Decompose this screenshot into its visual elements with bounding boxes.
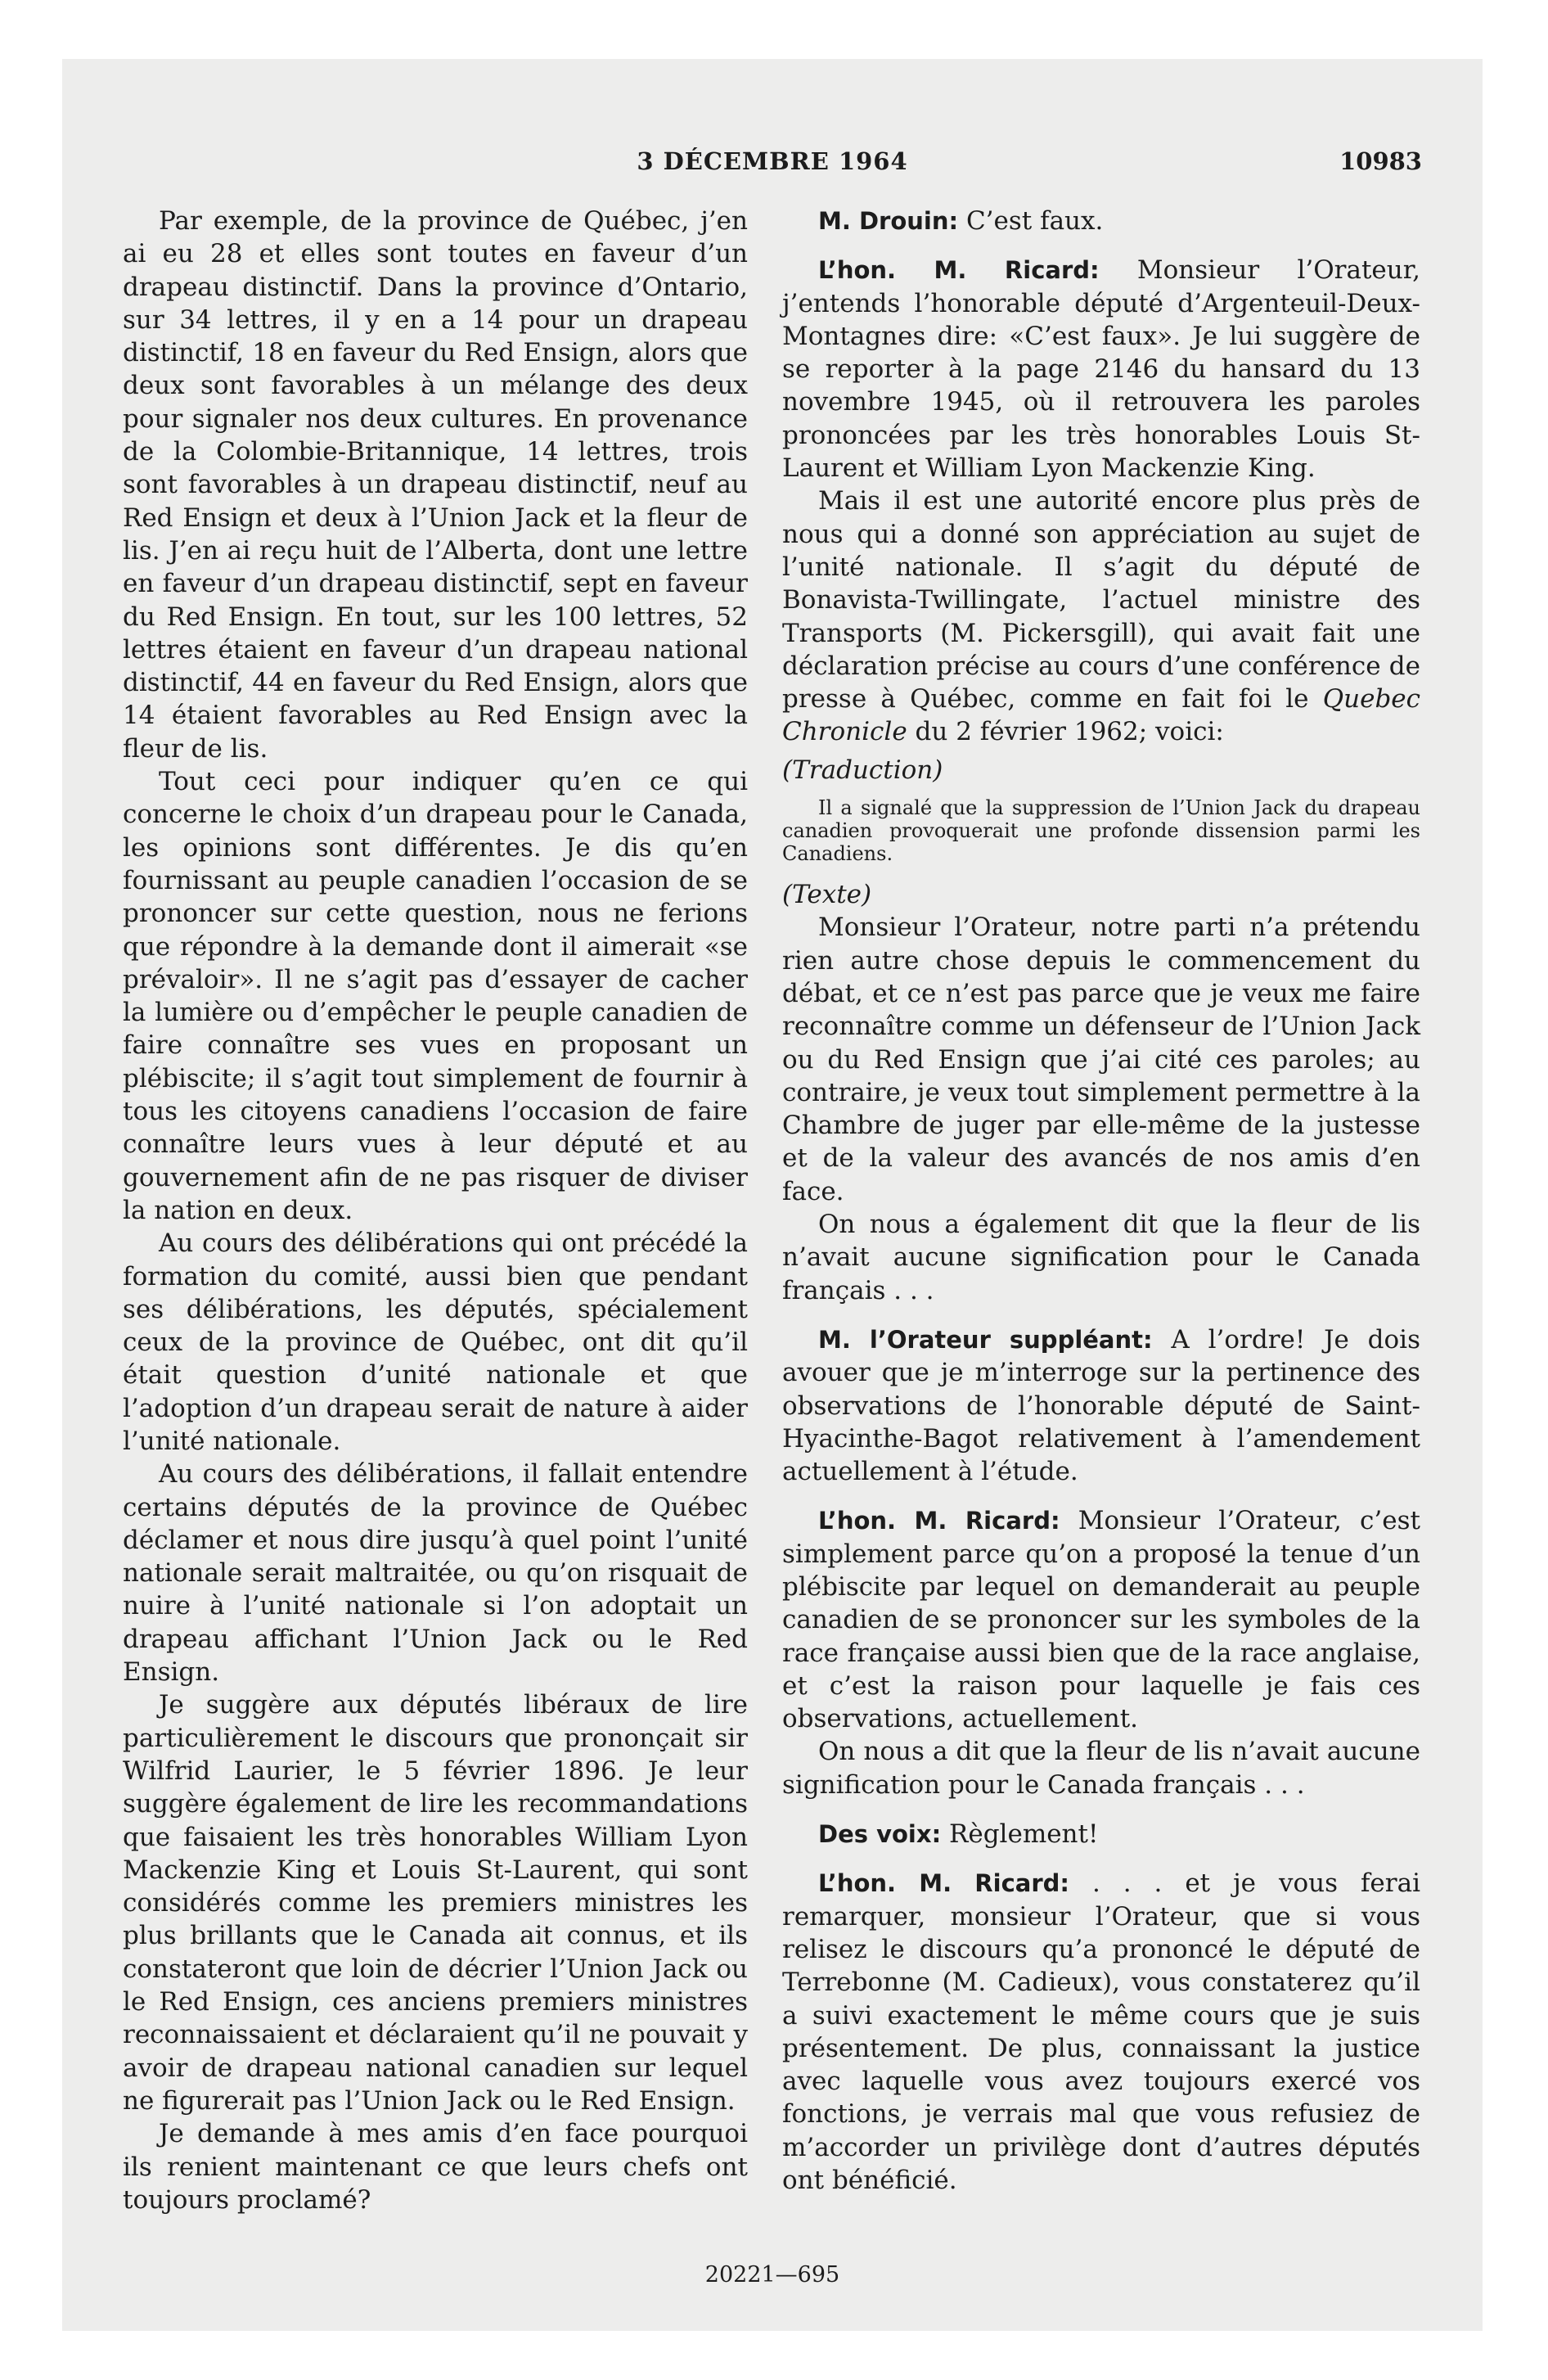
left-column	[123, 205, 748, 2216]
paragraph: Au cours des délibérations qui ont précédé la formation du comité, aussi bien que pendant ses délibérations, les députés, spécialement ceux de la province de Québec, ont dit qu’il était question d’unité nationale et que l’adoption d’un drapeau serait de nature à aider l’unité nationale.	[123, 1228, 748, 1456]
speaker-name: Des voix:	[818, 1820, 942, 1849]
speaker-name: L’hon. M. Ricard:	[818, 256, 1100, 285]
paragraph-text: Mais il est une autorité encore plus près de nous qui a donné son appréciation au sujet de l’unité nationale. Il s’agit du député de Bonavista-Twillingate, l’actuel ministre des Transports (M. Pickersgill), qui avait fait une déclaration précise au cours d’une conférence de presse à Québec, comme en fait foi le	[782, 486, 1420, 714]
speech-text: Monsieur l’Orateur, c’est simplement parce qu’on a proposé la tenue d’un plébiscite par lequel on demanderait au peuple canadien de se prononcer sur les symboles de la race française aussi bien que de la race anglaise, et c’est la raison pour laquelle je fais ces observations, actuellement.	[782, 1506, 1420, 1734]
page-header	[62, 147, 1483, 180]
paragraph: Par exemple, de la province de Québec, j’en ai eu 28 et elles sont toutes en faveur d’un drapeau distinctif. Dans la province d’Ontario, sur 34 lettres, il y en a 14 pour un drapeau distinctif, 18 en faveur du Red Ensign, alors que deux sont favorables à un mélange des deux pour signaler nos deux cultures. En provenance de la Colombie-Britannique, 14 lettres, trois sont favorables à un drapeau distinctif, neuf au Red Ensign et deux à l’Union Jack et la fleur de lis. J’en ai reçu huit de l’Alberta, dont une lettre en faveur d’un drapeau distinctif, sept en faveur du Red Ensign. En tout, sur les 100 lettres, 52 lettres étaient en faveur d’un drapeau national distinctif, 44 en faveur du Red Ensign, alors que 14 étaient favorables au Red Ensign avec la fleur de lis.	[123, 206, 748, 764]
speech	[782, 254, 1420, 485]
page-number: 10983	[1339, 147, 1422, 175]
speaker-name: M. Drouin:	[818, 207, 959, 235]
speech-text: Monsieur l’Orateur, j’entends l’honorable député d’Argenteuil-Deux-Montagnes dire: «C’est faux». Je lui suggère de se reporter à la page 2146 du hansard du 13 novembre 1945, où il retrouvera les paroles prononcées par les très honorables Louis St-Laurent et William Lyon Mackenzie King.	[782, 255, 1420, 484]
paragraph: Je suggère aux députés libéraux de lire particulièrement le discours que prononçait sir Wilfrid Laurier, le 5 février 1896. Je leur suggère également de lire les recommandations que faisaient les très honorables William Lyon Mackenzie King et Louis St-Laurent, qui sont considérés comme les premiers ministres les plus brillants que le Canada ait connus, et ils constateront que loin de décrier l’Union Jack ou le Red Ensign, ces anciens premiers ministres reconnaissaient et déclaraient qu’il ne pouvait y avoir de drapeau national canadien sur lequel ne figurerait pas l’Union Jack ou le Red Ensign.	[123, 1690, 748, 2116]
speech-text: A l’ordre! Je dois avouer que je m’interroge sur la pertinence des observations de l’honorable député de Saint-Hyacinthe-Bagot relativement à l’amendement actuellement à l’étude.	[782, 1324, 1420, 1487]
paragraph: On nous a dit que la fleur de lis n’avait aucune signification pour le Canada français . . .	[782, 1737, 1420, 1800]
speech	[782, 1818, 1420, 1850]
newspaper-title: Quebec Chronicle	[782, 684, 1420, 747]
text-marker: (Texte)	[782, 880, 872, 910]
speech	[782, 1323, 1420, 1488]
paragraph: Je demande à mes amis d’en face pourquoi ils renient maintenant ce que leurs chefs ont toujours proclamé?	[123, 2119, 748, 2215]
page-date: 3 DÉCEMBRE 1964	[637, 147, 908, 175]
speaker-name: L’hon. M. Ricard:	[818, 1507, 1060, 1535]
speech-text: . . . et je vous ferai remarquer, monsieur l’Orateur, que si vous relisez le discours qu’a prononcé le député de Terrebonne (M. Cadieux), vous constaterez qu’il a suivi exactement le même cours que je suis présentement. De plus, connaissant la justice avec laquelle vous avez toujours exercé vos fonctions, je verrais mal que vous refusiez de m’accorder un privilège dont d’autres députés ont bénéficié.	[782, 1868, 1420, 2196]
paragraph: Tout ceci pour indiquer qu’en ce qui concerne le choix d’un drapeau pour le Canada, les opinions sont différentes. Je dis qu’en fournissant au peuple canadien l’occasion de se prononcer sur cette question, nous ne ferions que répondre à la demande dont il aimerait «se prévaloir». Il ne s’agit pas d’essayer de cacher la lumière ou d’empêcher le peuple canadien de faire connaître ses vues en proposant un plébiscite; il s’agit tout simplement de fournir à tous les citoyens canadiens l’occasion de faire connaître leurs vues à leur député et au gouvernement afin de ne pas risquer de diviser la nation en deux.	[123, 767, 748, 1225]
right-column	[782, 205, 1420, 2197]
paragraph: On nous a également dit que la fleur de lis n’avait aucune signification pour le Canada français . . .	[782, 1210, 1420, 1305]
paragraph: Monsieur l’Orateur, notre parti n’a prétendu rien autre chose depuis le commencement du débat, et ce n’est pas parce que je veux me faire reconnaître comme un défenseur de l’Union Jack ou du Red Ensign que j’ai cité ces paroles; au contraire, je veux tout simplement permettre à la Chambre de juger par elle-même de la justesse et de la valeur des avancés de nos amis d’en face.	[782, 913, 1420, 1206]
speaker-name: L’hon. M. Ricard:	[818, 1869, 1069, 1898]
paragraph-text: du 2 février 1962; voici:	[907, 717, 1224, 747]
speech	[782, 205, 1420, 237]
block-quote: Il a signalé que la suppression de l’Union Jack du drapeau canadien provoquerait une profonde dissension parmi les Canadiens.	[782, 796, 1420, 866]
translation-marker: (Traduction)	[782, 755, 943, 785]
document-page	[62, 59, 1483, 2331]
speech	[782, 1504, 1420, 1735]
speech-text: C’est faux.	[958, 206, 1104, 236]
paragraph	[782, 485, 1420, 748]
speaker-name: M. l’Orateur suppléant:	[818, 1325, 1153, 1354]
speech-text: Règlement!	[941, 1819, 1099, 1850]
printer-signature: 20221—695	[704, 2262, 840, 2288]
speech	[782, 1867, 1420, 2197]
paragraph: Au cours des délibérations, il fallait entendre certains députés de la province de Québec déclamer et nous dire jusqu’à quel point l’unité nationale serait maltraitée, ou qu’on risquait de nuire à l’unité nationale si l’on adoptait un drapeau affichant l’Union Jack ou le Red Ensign.	[123, 1459, 748, 1688]
